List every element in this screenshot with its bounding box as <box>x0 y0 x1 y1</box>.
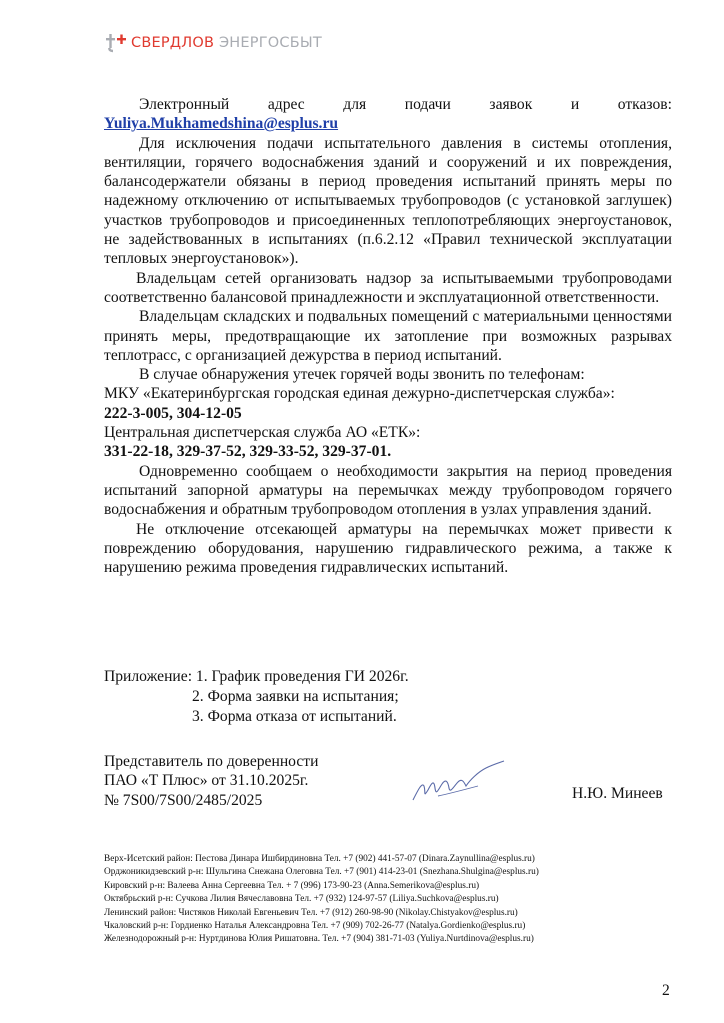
attachment-item: 2. Форма заявки на испытания; <box>192 688 399 705</box>
contact-line: Кировский р-н: Валеева Анна Сергеевна Тел. + 7 (996) 173-90-23 (Anna.Semerikova@esplus.ru) <box>104 880 480 891</box>
contact-line: Верх-Исетский район: Пестова Динара Ишбирдиновна Тел. +7 (902) 441-57-07 (Dinara.Zaynullina@esplus.ru) <box>104 854 535 864</box>
attachment-item: 3. Форма отказа от испытаний. <box>192 708 397 725</box>
paragraph-valves: Одновременно сообщаем о необходимости закрытия на период проведения испытаний запорной арматуры на перемычках между трубопроводом горячего водоснабжения и обратным трубопроводом отопления в узлах управления зданий. <box>104 462 672 519</box>
paragraph-mku: МКУ «Екатеринбургская городская единая дежурно-диспетчерская служба»: <box>104 385 615 403</box>
contact-line: Орджоникидзевский р-н: Шульгина Снежана Олеговна Тел. +7 (901) 414-23-01 (Snezhana.Shulgina@esplus.ru) <box>104 867 539 878</box>
contact-line: Железнодорожный р-н: Нуртдинова Юлия Ришатовна. Тел. +7 (904) 381-71-03 (Yuliya.Nurtdinova@esplus.ru) <box>104 934 534 945</box>
paragraph-etk: Центральная диспетчерская служба АО «ЕТК»: <box>104 424 421 442</box>
etk-phones: 331-22-18, 329-37-52, 329-33-52, 329-37-01. <box>104 443 392 461</box>
paragraph-isolation: Для исключения подачи испытательного давления в системы отопления, вентиляции, горячего водоснабжения зданий и сооружений и их повреждения, балансодержатели обязаны в период проведения испытаний принять меры по надежному отключению от испытываемых трубопроводов (с установкой заглушек) участков трубопроводов и присоединенных теплопотребляющих энергоустановок, не задействованных в испытаниях (п.6.2.12 «Правил технической эксплуатации тепловых энергоустановок»). <box>104 134 672 268</box>
t-plus-logo-icon <box>105 33 127 53</box>
company-logo <box>105 33 322 53</box>
paragraph-basements: Владельцам складских и подвальных помещений с материальными ценностями принять меры, предотвращающие их затопление при возможных разрывах теплотрасс, с организацией дежурства в период испытаний. <box>104 308 672 364</box>
attachment-item: Приложение: 1. График проведения ГИ 2026г. <box>104 668 409 685</box>
district-contacts <box>104 853 539 947</box>
contact-line: Октябрьский р-н: Сучкова Лилия Вячеславовна Тел. +7 (932) 124-97-57 (Liliya.Suchkova@esplus.ru) <box>104 894 499 905</box>
email-paragraph: Электронный адрес для подачи заявок и отказов: Yuliya.Mukhamedshina@esplus.ru <box>104 96 672 133</box>
representative-title: Представитель по доверенности <box>104 753 319 770</box>
contact-line: Ленинский район: Чистяков Николай Евгеньевич Тел. +7 (912) 260-98-90 (Nikolay.Chistyakov@esplus.ru) <box>104 907 518 918</box>
paragraph-consequences: Не отключение отсекающей арматуры на перемычках может привести к повреждению оборудования, нарушению гидравлического режима, а также к нарушению режима проведения гидравлических испытаний. <box>104 520 672 577</box>
attachments-list <box>104 667 409 727</box>
page-number: 2 <box>662 982 670 999</box>
logo-wordmark: СВЕРДЛОВ ЭНЕРГОСБЫТ <box>131 35 322 51</box>
paragraph-supervision: Владельцам сетей организовать надзор за испытываемыми трубопроводами соответственно балансовой принадлежности и эксплуатационной ответственности. <box>104 269 672 306</box>
representative-number: № 7S00/7S00/2485/2025 <box>104 791 263 809</box>
paragraph-leaks: В случае обнаружения утечек горячей воды звонить по телефонам: <box>139 366 585 384</box>
contact-line: Чкаловский р-н: Гордиенко Наталья Александровна Тел. +7 (909) 702-26-77 (Natalya.Gordienko@esplus.ru) <box>104 921 526 932</box>
representative-block <box>104 752 318 810</box>
handwritten-signature <box>408 760 508 810</box>
signatory-name: Н.Ю. Минеев <box>572 785 663 802</box>
mku-phones: 222-3-005, 304-12-05 <box>104 404 242 422</box>
representative-org: ПАО «Т Плюс» от 31.10.2025г. <box>104 772 309 790</box>
email-link[interactable]: Yuliya.Mukhamedshina@esplus.ru <box>104 115 339 133</box>
letter-body <box>104 95 672 577</box>
